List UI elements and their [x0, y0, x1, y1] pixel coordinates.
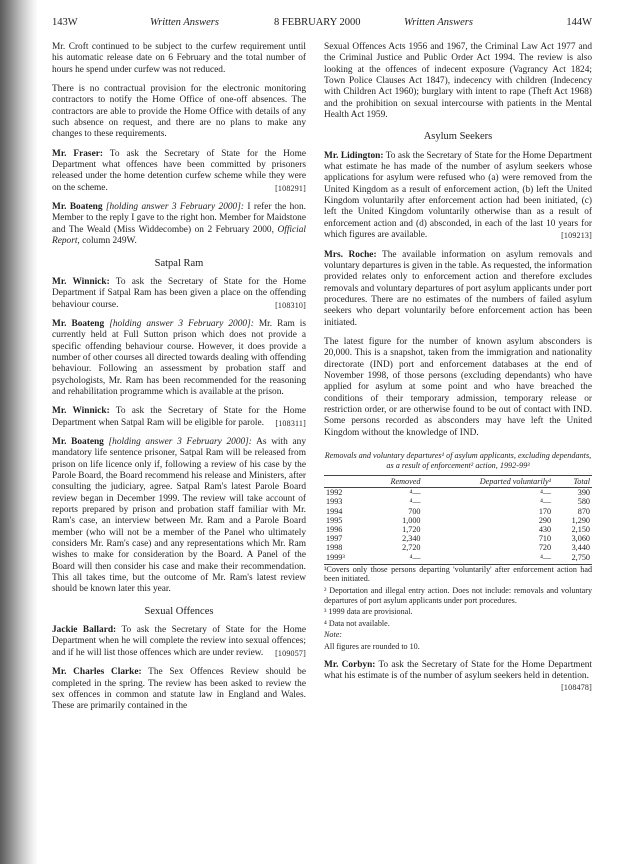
holding-note: [holding answer 3 February 2000]: — [108, 436, 252, 447]
holding-note: [holding answer 3 February 2000]: — [109, 318, 254, 329]
question — [324, 659, 592, 693]
section-heading: Asylum Seekers — [423, 131, 493, 143]
question-reference: [108478] — [561, 683, 592, 693]
table-cell-total: 3,060 — [571, 534, 590, 544]
table-row — [324, 543, 592, 552]
table-cell-year: 1995 — [326, 515, 343, 525]
paragraph: Sexual Offences Acts 1956 and 1967, the Criminal Law Act 1977 and the Criminal Justice and Public Order Act 1994. The review is also looking at the offences of indecent exposure (Vagrancy Act 1824; Town Police Clauses Act 1847), indecency with children (Indecency with Children Act 1960); burglary with intent to rape (Theft Act 1968) and the prohibition on sexual intercourse with patients in the Mental Health Act 1959. — [324, 42, 592, 121]
speaker: Mr. Lidington: — [324, 150, 384, 161]
speaker: Mr. Boateng — [52, 202, 103, 213]
table-cell-removed: 1,000 — [402, 515, 421, 525]
table-cell-departed: 710 — [538, 534, 552, 544]
page-binding-shadow — [0, 0, 38, 864]
running-title-left: Written Answers — [150, 17, 219, 28]
answer — [52, 667, 306, 712]
speaker: Mr. Corbyn: — [324, 659, 376, 670]
table-row — [324, 507, 592, 516]
question — [52, 625, 306, 659]
holding-note: [holding answer 3 February 2000]: — [105, 202, 244, 213]
question — [52, 149, 306, 194]
table-cell-removed: ⁴— — [409, 497, 421, 507]
answer — [52, 319, 306, 398]
speaker: Mrs. Roche: — [324, 249, 377, 260]
note-label: Note: — [324, 630, 342, 640]
table-caption: Removals and voluntary departures¹ of asylum applicants, excluding dependants, as a result of enforcement² action, 1992-99³ — [324, 451, 592, 470]
table-note: ² Deportation and illegal entry action. Does not include: removals and voluntary departures of port asylum applicants under port procedures. — [324, 586, 592, 605]
speaker: Mr. Boateng — [52, 318, 105, 329]
table-cell-total: 870 — [577, 506, 590, 516]
answer — [52, 202, 306, 247]
question — [324, 151, 592, 242]
page-date: 8 FEBRUARY 2000 — [274, 17, 361, 28]
removals-table — [324, 475, 592, 562]
table-row — [324, 525, 592, 534]
page-header — [52, 17, 592, 31]
table-cell-year: 1992 — [326, 488, 343, 498]
section-heading: Sexual Offences — [144, 605, 214, 617]
table-row — [324, 488, 592, 498]
question-text: To ask the Secretary of State for the Home Department what his estimate is of the number of asylum seekers held in detention. — [324, 659, 592, 681]
table-cell-removed: 2,720 — [402, 543, 421, 553]
question-reference: [109057] — [275, 648, 306, 658]
table-cell-departed: 290 — [538, 515, 552, 525]
table-cell-removed: ⁴— — [409, 488, 421, 498]
question — [52, 277, 306, 311]
table-cell-total: 2,750 — [571, 552, 590, 562]
speaker: Mr. Winnick: — [52, 406, 110, 417]
column-header-year — [324, 476, 364, 488]
question-text: To ask the Secretary of State for the Home Department when he will complete the review into sexual offences; and if he will list those offences which are under review. — [52, 625, 306, 658]
question-text: To ask the Secretary of State for the Home Department when Satpal Ram will be eligible for parole. — [52, 406, 307, 428]
table-cell-year: 1999³ — [326, 552, 345, 562]
speaker: Mr. Charles Clarke: — [52, 667, 142, 678]
table-cell-removed: 700 — [408, 506, 421, 516]
paragraph: Mr. Croft continued to be subject to the curfew requirement until his automatic release date on 6 February and the total number of hours he spend under curfew was not reduced. — [52, 42, 306, 75]
column-number-left: 143W — [52, 17, 78, 28]
speaker: Mr. Boateng — [52, 436, 104, 447]
table-cell-total: 3,440 — [571, 543, 590, 553]
section-heading: Satpal Ram — [154, 257, 204, 269]
table-cell-removed: ⁴— — [409, 552, 421, 562]
table-cell-departed: ⁴— — [540, 497, 552, 507]
answer-text: The available information on asylum removals and voluntary departures is given in the table. As requested, the information provided relates only to enforcement action and therefore excludes removals and voluntary departures of port asylum applicants under port procedures. There are no estimates of the numbers of failed asylum seekers who depart voluntarily before enforcement action has been initiated. — [324, 249, 593, 328]
question-reference: [108310] — [275, 300, 306, 310]
table-cell-year: 1997 — [326, 534, 343, 544]
answer — [324, 250, 592, 329]
table-row — [324, 553, 592, 562]
table-cell-departed: 170 — [538, 506, 552, 516]
table-cell-total: 1,290 — [571, 515, 590, 525]
report-column: column 249W. — [82, 236, 137, 247]
table-cell-year: 1998 — [326, 543, 343, 553]
table-cell-total: 2,150 — [571, 525, 590, 535]
table-cell-total: 580 — [577, 497, 590, 507]
answer-text: I refer the hon. Member to the reply I gave to the right hon. Member for Maidstone and The Weald (Miss Widdecombe) on 2 February 2000, — [52, 202, 306, 235]
answer-text: As with any mandatory life sentence prisoner, Satpal Ram will be released from prison on life licence only if, following a review of his case by the Parole Board, the Board recommend his release and Ministers, after consulting the judiciary, agree. Satpal Ram's latest Parole Board review began in December 1999. The review will take account of reports prepared by prison and probation staff familiar with Mr. Ram's case, an interview between Mr. Ram and a Parole Board member (who will not be a member of the Panel who ultimately considers Mr. Ram's case) and any representations which Mr. Ram wishes to make for consideration by the Board. A Panel of the Board will then consider his case and make their recommendation. This all takes time, but the outcome of Mr. Ram's latest review should be known later this year. — [52, 436, 306, 595]
paragraph: There is no contractual provision for the electronic monitoring contractors to notify the Home Office of one-off absences. The contractors are able to provide the Home Office with details of any such absence on request, and there are no plans to make any changes to these requirements. — [52, 84, 306, 140]
table-cell-departed: 720 — [538, 543, 552, 553]
column-header-departed: Departed voluntarily¹ — [479, 477, 552, 486]
left-column — [52, 42, 306, 721]
answer-text: Mr. Ram is currently held at Full Sutton prison which does not provide a specific offending behaviour course. However, it does provide a number of other courses all directed towards dealing with offending behaviour. Following an assessment by probation staff and psychologists, Mr. Ram has been recommended for the reasoning and rehabilitation programme which is available at the prison. — [52, 318, 306, 397]
table-notes — [324, 564, 592, 652]
question-text: To ask the Secretary of State for the Home Department what estimate he has made of the number of asylum seekers whose applications for asylum were refused who (a) were removed from the United Kingdom as a result of enforcement action, (b) left the United Kingdom voluntarily after enforcement action had been initiated, (c) left the United Kingdom voluntarily otherwise than as a result of enforcement action and (d) absconded, in each of the last 10 years for which figures are available. — [324, 150, 592, 241]
speaker: Mr. Winnick: — [52, 276, 110, 287]
paragraph: The latest figure for the number of known asylum absconders is 20,000. This is a snapshot, taken from the immigration and nationality directorate (IND) port and enforcement databases at the end of November 1998, of those persons (excluding dependants) who have applied for asylum at some point and who have breached the conditions of their temporary admission, temporary release or restriction order, or are otherwise found to be out of contact with IND. Some persons recorded as absconders may have left the United Kingdom without the knowledge of IND. — [324, 336, 592, 438]
table-cell-total: 390 — [577, 488, 590, 498]
table-row — [324, 534, 592, 543]
table-cell-removed: 1,720 — [402, 525, 421, 535]
table-note: ¹Covers only those persons departing 'voluntarily' after enforcement action had been initiated. — [324, 564, 592, 584]
column-number-right: 144W — [566, 17, 592, 28]
speaker: Jackie Ballard: — [52, 625, 117, 636]
answer — [52, 437, 306, 596]
table-cell-year: 1993 — [326, 497, 343, 507]
question-text: To ask the Secretary of State for the Home Department what offences have been committed by prisoners released under the home detention curfew scheme while they were on the scheme. — [52, 148, 306, 193]
question-reference: [108291] — [275, 183, 306, 193]
table-cell-departed: ⁴— — [540, 488, 552, 498]
table-cell-year: 1994 — [326, 506, 343, 516]
speaker: Mr. Fraser: — [52, 148, 103, 159]
question — [52, 406, 306, 429]
table-cell-year: 1996 — [326, 525, 343, 535]
table-cell-removed: 2,340 — [402, 534, 421, 544]
table-cell-departed: 430 — [538, 525, 552, 535]
question-reference: [108311] — [275, 418, 306, 428]
column-header-total: Total — [573, 477, 590, 486]
answer-text: The Sex Offences Review should be completed in the spring. The review has been asked to review the sex offences in common and statute law in England and Wales. These are primarily contained in the — [52, 667, 306, 712]
column-header-removed: Removed — [390, 477, 421, 486]
report-citation: Official Report, — [52, 224, 307, 247]
table-note: ⁴ Data not available. — [324, 618, 390, 628]
question-reference: [109213] — [561, 231, 592, 241]
table-row — [324, 497, 592, 506]
running-title-right: Written Answers — [404, 17, 473, 28]
table-note: ³ 1999 data are provisional. — [324, 607, 413, 617]
right-column — [324, 42, 592, 694]
table-note: All figures are rounded to 10. — [324, 641, 420, 651]
table-cell-departed: ⁴— — [540, 552, 552, 562]
table-row — [324, 516, 592, 525]
question-text: To ask the Secretary of State for the Home Department if Satpal Ram has been given a place on the offending behaviour course. — [52, 276, 307, 310]
